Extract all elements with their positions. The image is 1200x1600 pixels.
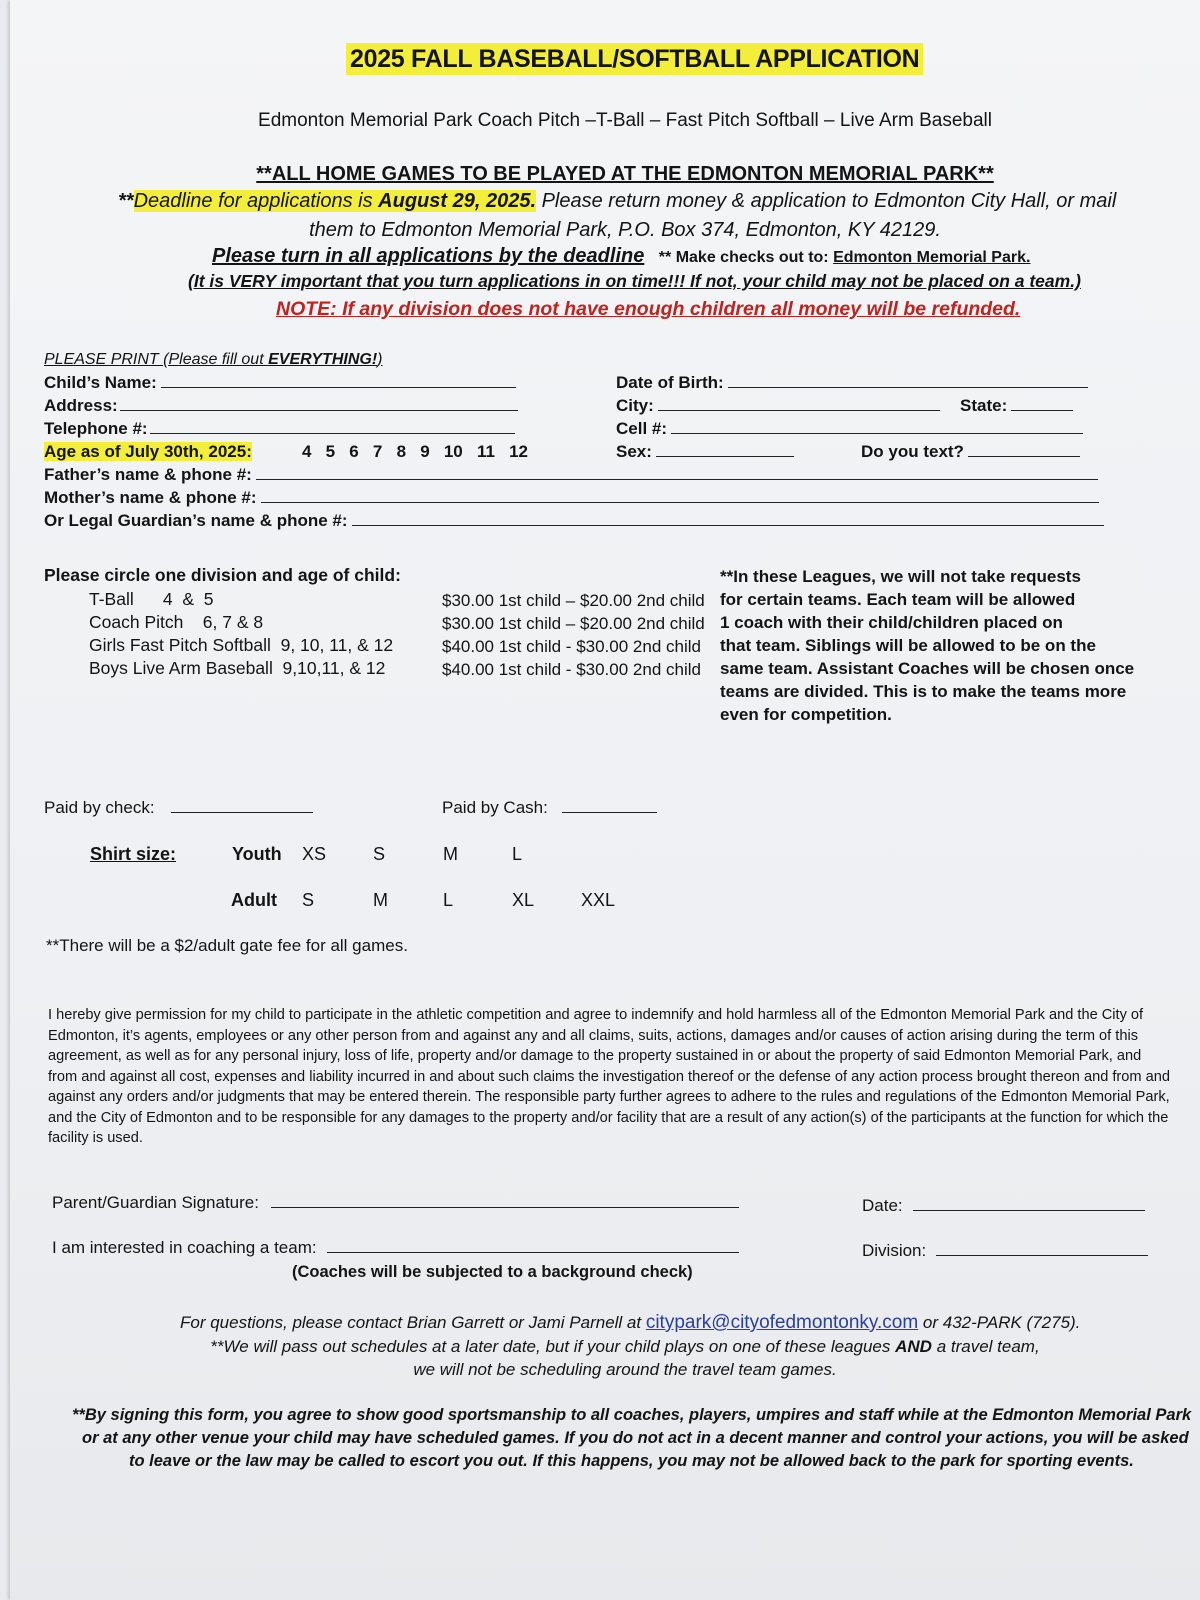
paid-by-check-field[interactable]: Paid by check:: [44, 798, 313, 818]
youth-label: Youth: [232, 844, 282, 864]
schedule-note: **We will pass out schedules at a later date, but if your child plays on one of these leagues AND a travel team,: [210, 1337, 1040, 1356]
shirt-size-label: Shirt size:: [90, 844, 177, 864]
cell-field[interactable]: Cell #:: [616, 419, 1083, 439]
shirt-option[interactable]: S: [302, 890, 315, 910]
waiver-text: I hereby give permission for my child to participate in the athletic competition and agree to indemnify and hold harmless all of the Edmonton Memorial Park and the City of Edmonton, it’s agents, employees or any other person from and against any and all claims, suits, actions, damages and/or causes of action arising during the term of this agreement, as well as for any personal injury, loss of life, property and/or damage to the property sustained in or about the property of said Edmonton Memorial Park, and from and against all cost, expenses and liability incurred in and about such claims the investigation thereof or the defense of any action process brought thereon and from and against any orders and/or judgments that may be entered therein. The responsible party further agrees to adhere to the rules and regulations of the Edmonton Memorial Park, and the City of Edmonton and to be responsible for any damages to the property and/or facility that are a result of any action(s) of the participants at the function for which the facility is used.: [48, 1007, 1170, 1146]
division-price: $40.00 1st child - $30.00 2nd child: [442, 637, 701, 656]
shirt-option[interactable]: M: [443, 844, 458, 864]
mother-field[interactable]: Mother’s name & phone #:: [44, 488, 1099, 508]
sportsmanship-note: **By signing this form, you agree to show good sportsmanship to all coaches, players, umpires and staff while at the Edmonton Memorial Park or at any other venue your child may have scheduled games. If you do not act in a decent manner and control your actions, you will be asked to leave or the law may be called to escort you out. If this happens, you may not be allowed back to the park for sporting events.: [72, 1406, 1192, 1470]
childs-name-field[interactable]: Child’s Name:: [44, 373, 516, 393]
turn-in-line: Please turn in all applications by the deadline ** Make checks out to: Edmonton Memorial Park.: [212, 245, 1031, 267]
gate-fee-note: **There will be a $2/adult gate fee for all games.: [46, 936, 408, 955]
dob-field[interactable]: Date of Birth:: [616, 373, 1088, 393]
paid-by-cash-field[interactable]: Paid by Cash:: [442, 798, 657, 818]
division-row[interactable]: Coach Pitch 6, 7 & 8: [89, 612, 264, 632]
subtitle: Edmonton Memorial Park Coach Pitch –T-Ball – Fast Pitch Softball – Live Arm Baseball: [258, 110, 992, 131]
age-row: Age as of July 30th, 2025:: [44, 442, 252, 461]
father-field[interactable]: Father’s name & phone #:: [44, 465, 1098, 485]
please-print: PLEASE PRINT (Please fill out EVERYTHING!): [44, 351, 383, 368]
contact-email-link[interactable]: citypark@cityofedmontonky.com: [645, 1312, 919, 1333]
division-price: $30.00 1st child – $20.00 2nd child: [442, 591, 705, 610]
deadline-line: **Deadline for applications is August 29, 2025. Please return money & application to Edmonton City Hall, or mail: [118, 190, 1117, 212]
background-check-note: (Coaches will be subjected to a background check): [292, 1263, 693, 1281]
shirt-option[interactable]: L: [443, 890, 454, 910]
schedule-note-2: we will not be scheduling around the travel team games.: [413, 1360, 837, 1379]
shirt-option[interactable]: S: [373, 844, 386, 864]
shirt-option[interactable]: M: [373, 890, 388, 910]
state-field[interactable]: State:: [960, 396, 1073, 416]
address-field[interactable]: Address:: [44, 396, 518, 416]
shirt-option[interactable]: XS: [302, 844, 327, 864]
division-field[interactable]: Division:: [862, 1241, 1148, 1261]
division-price: $30.00 1st child – $20.00 2nd child: [442, 614, 705, 633]
parent-signature-field[interactable]: Parent/Guardian Signature:: [52, 1193, 739, 1213]
date-field[interactable]: Date:: [862, 1196, 1145, 1216]
division-heading: Please circle one division and age of child:: [44, 565, 401, 585]
do-you-text-field[interactable]: Do you text?: [861, 442, 1080, 462]
guardian-field[interactable]: Or Legal Guardian’s name & phone #:: [44, 511, 1104, 531]
page-title: 2025 FALL BASEBALL/SOFTBALL APPLICATION: [346, 45, 923, 74]
division-price: $40.00 1st child - $30.00 2nd child: [442, 660, 701, 679]
application-page: [10, 0, 1200, 1600]
shirt-option[interactable]: L: [512, 844, 523, 864]
mail-address: them to Edmonton Memorial Park, P.O. Box 374, Edmonton, KY 42129.: [309, 219, 941, 241]
contact-line: For questions, please contact Brian Garrett or Jami Parnell at citypark@cityofedmontonky.com or 432-PARK (7275).: [180, 1312, 1081, 1333]
division-row[interactable]: Boys Live Arm Baseball 9,10,11, & 12: [89, 658, 386, 678]
refund-notice: NOTE: If any division does not have enough children all money will be refunded.: [276, 298, 1021, 320]
home-games-notice: **ALL HOME GAMES TO BE PLAYED AT THE EDMONTON MEMORIAL PARK**: [256, 163, 994, 185]
telephone-field[interactable]: Telephone #:: [44, 419, 515, 439]
shirt-option[interactable]: XXL: [581, 890, 616, 910]
important-notice: (It is VERY important that you turn applications in on time!!! If not, your child may not be placed on a team.): [188, 271, 1081, 291]
shirt-option[interactable]: XL: [512, 890, 535, 910]
city-field[interactable]: City:: [616, 396, 940, 416]
adult-label: Adult: [231, 890, 277, 910]
division-row[interactable]: T-Ball 4 & 5: [89, 589, 214, 609]
sex-field[interactable]: Sex:: [616, 442, 794, 462]
coaching-field[interactable]: I am interested in coaching a team:: [52, 1238, 739, 1258]
division-row[interactable]: Girls Fast Pitch Softball 9, 10, 11, & 12: [89, 635, 394, 655]
league-note: **In these Leagues, we will not take requests for certain teams. Each team will be allowed 1 coach with their child/children placed on that team. Siblings will be allowed to be on the same team. Assistant Coaches will be chosen once teams are divided. This is to make the teams more even for competition.: [720, 567, 1135, 724]
age-options[interactable]: 4 5 6 7 8 9 10 11 12: [302, 442, 529, 461]
